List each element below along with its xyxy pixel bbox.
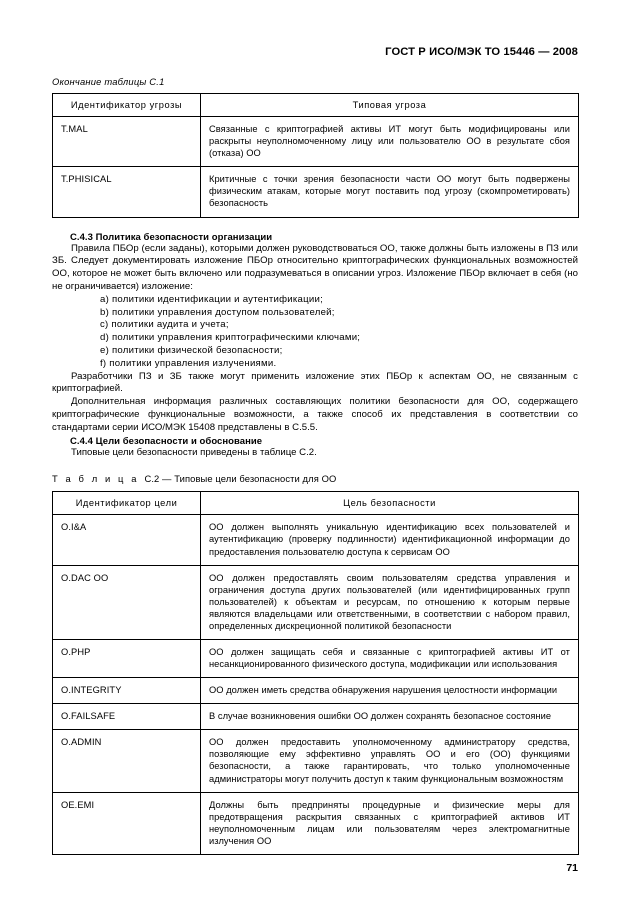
objective-id-cell: O.DAC OO (53, 565, 201, 639)
threat-description-cell: Связанные с криптографией активы ИТ могут быть модифицированы или раскрыты неуполномоченному лицу или пользователю ОО в результате сбоя (отказа) ОО (201, 117, 579, 167)
list-item: d) политики управления криптографическими ключами; (100, 332, 361, 344)
objective-description-cell: ОО должен предоставлять своим пользователям средства управления и ограничения доступа других пользователей (или идентифицированных групп пользователей) к объектам и ресурсам, по отношению к которым первые являются владельцами или ответственными, в соответствии с набором правил, определенных дискреционной политикой безопасности (201, 565, 579, 639)
objective-description-cell: ОО должен защищать себя и связанные с криптографией активы ИТ от несанкционированного физического доступа, модификации или использования (201, 640, 579, 678)
table-row (53, 792, 579, 854)
objective-id-cell: O.PHP (53, 640, 201, 678)
section-c43-paragraph-2: Разработчики ПЗ и ЗБ также могут применить изложение этих ПБОр к аспектам ОО, не связанным с криптографией. (52, 370, 578, 395)
column-header-objective-id: Идентификатор цели (53, 492, 201, 515)
section-c44-paragraph-1: Типовые цели безопасности приведены в таблице С.2. (71, 446, 317, 458)
section-heading-c43: С.4.3 Политика безопасности организации (70, 231, 273, 243)
table-header-row (53, 492, 579, 515)
objective-description-cell: В случае возникновения ошибки ОО должен сохранять безопасное состояние (201, 704, 579, 730)
table-c1 (52, 93, 579, 218)
column-header-threat-description: Типовая угроза (201, 94, 579, 117)
section-c43-paragraph-3: Дополнительная информация различных составляющих политики безопасности для ОО, содержащего криптографические функциональные возможности, а также способ их представления в соответствии со стандартами серии ИСО/МЭК 15408 представлены в С.5.5. (52, 396, 578, 433)
column-header-objective-description: Цель безопасности (201, 492, 579, 515)
table-row (53, 565, 579, 639)
table-c2-caption (52, 473, 578, 484)
objective-id-cell: O.INTEGRITY (53, 678, 201, 704)
objective-id-cell: O.FAILSAFE (53, 704, 201, 730)
table-row (53, 640, 579, 678)
objective-description-cell: ОО должен предоставить уполномоченному администратору средства, позволяющие ему эффективно управлять ОО и его (ОО) функциями безопасности, а также гарантировать, что только уполномоченные администраторы могут получить доступ к таким функциональным возможностям (201, 730, 579, 792)
table-row (53, 678, 579, 704)
spacer (52, 459, 578, 473)
threat-id-cell: T.MAL (53, 117, 201, 167)
table-row (53, 515, 579, 565)
section-heading-c44: С.4.4 Цели безопасности и обоснование (70, 435, 263, 447)
table-c2-caption-text: С.2 — Типовые цели безопасности для ОО (144, 473, 337, 485)
list-item: f) политики управления излучениями. (100, 357, 277, 369)
table-row (53, 704, 579, 730)
table-row (53, 167, 579, 217)
table-c2 (52, 491, 579, 855)
objective-description-cell: ОО должен выполнять уникальную идентификацию всех пользователей и аутентификацию (проверку подлинности) идентификационной информации до предоставления пользователю доступа к сервисам ОО (201, 515, 579, 565)
policy-list (52, 294, 578, 371)
table-c2-caption-prefix: Т а б л и ц а (52, 473, 140, 485)
objective-description-cell: Должны быть предприняты процедурные и физические меры для предотвращения раскрытия связанных с криптографией активов ИТ неуполномоченным лицам или пользователям через электромагнитные излучения ОО (201, 792, 579, 854)
objective-id-cell: O.ADMIN (53, 730, 201, 792)
table-header-row (53, 94, 579, 117)
list-item: b) политики управления доступом пользователей; (100, 306, 335, 318)
page-content (52, 76, 578, 855)
section-c43-paragraph-1: Правила ПБОр (если заданы), которыми должен руководствоваться ОО, также должны быть изложены в ПЗ или ЗБ. Следует документировать изложение ПБОр относительно криптографических функциональных возможностей ОО, которое не может быть включено или подразумеваться в описании угроз. Изложение ПБОр включает в себя (но не ограничивается) изложение: (52, 242, 578, 292)
threat-description-cell: Критичные с точки зрения безопасности части ОО могут быть подвержены физическим атакам, которые могут поставить под угрозу (скомпрометировать) безопасность (201, 167, 579, 217)
objective-id-cell: O.I&A (53, 515, 201, 565)
table-row (53, 117, 579, 167)
table-row (53, 730, 579, 792)
list-item: e) политики физической безопасности; (100, 344, 283, 356)
threat-id-cell: T.PHISICAL (53, 167, 201, 217)
objective-description-cell: ОО должен иметь средства обнаружения нарушения целостности информации (201, 678, 579, 704)
column-header-threat-id: Идентификатор угрозы (53, 94, 201, 117)
document-header-standard-number: ГОСТ Р ИСО/МЭК ТО 15446 — 2008 (385, 46, 578, 58)
list-item: c) политики аудита и учета; (100, 319, 229, 331)
page-number: 71 (566, 862, 578, 874)
table-c1-caption: Окончание таблицы С.1 (52, 76, 165, 87)
list-item: a) политики идентификации и аутентификации; (100, 293, 324, 305)
objective-id-cell: OE.EMI (53, 792, 201, 854)
